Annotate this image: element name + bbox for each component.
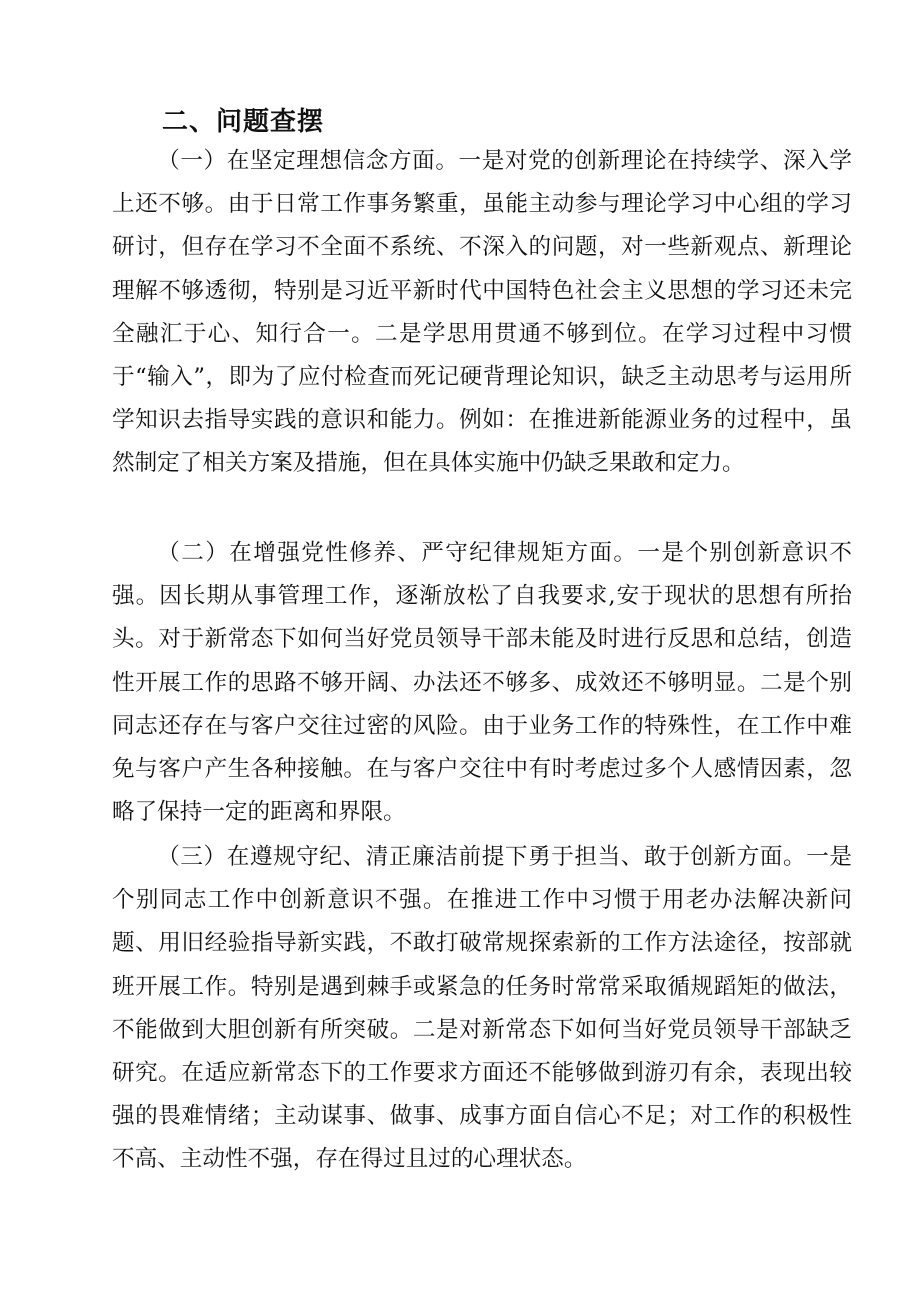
section-heading: 二、问题查摆 [162, 107, 325, 137]
paragraph-party-discipline: （二）在增强党性修养、严守纪律规矩方面。一是个别创新意识不强。因长期从事管理工作，逐渐放松了自我要求,安于现状的思想有所抬头。对于新常态下如何当好党员领导干部未能及时进行反思和总结，创造性开展工作的思路不够开阔、办法还不够多、成效还不够明显。二是个别同志还存在与客户交往过密的风险。由于业务工作的特殊性，在工作中难免与客户产生各种接触。在与客户交往中有时考虑过多个人感情因素，忽略了保持一定的距离和界限。 [112, 540, 852, 826]
paragraph-ideals-beliefs: （一）在坚定理想信念方面。一是对党的创新理论在持续学、深入学上还不够。由于日常工作事务繁重，虽能主动参与理论学习中心组的学习研讨，但存在学习不全面不系统、不深入的问题，对一些新观点、新理论理解不够透彻，特别是习近平新时代中国特色社会主义思想的学习还未完全融汇于心、知行合一。二是学思用贯通不够到位。在学习过程中习惯于“输入”，即为了应付检查而死记硬背理论知识，缺乏主动思考与运用所学知识去指导实践的意识和能力。例如：在推进新能源业务的过程中，虽然制定了相关方案及措施，但在具体实施中仍缺乏果敢和定力。 [112, 148, 852, 477]
paragraph-integrity-innovation: （三）在遵规守纪、清正廉洁前提下勇于担当、敢于创新方面。一是个别同志工作中创新意识不强。在推进工作中习惯于用老办法解决新问题、用旧经验指导新实践，不敢打破常规探索新的工作方法途径，按部就班开展工作。特别是遇到棘手或紧急的任务时常常采取循规蹈矩的做法，不能做到大胆创新有所突破。二是对新常态下如何当好党员领导干部缺乏研究。在适应新常态下的工作要求方面还不能够做到游刃有余，表现出较强的畏难情绪；主动谋事、做事、成事方面自信心不足；对工作的积极性不高、主动性不强，存在得过且过的心理状态。 [112, 844, 852, 1173]
